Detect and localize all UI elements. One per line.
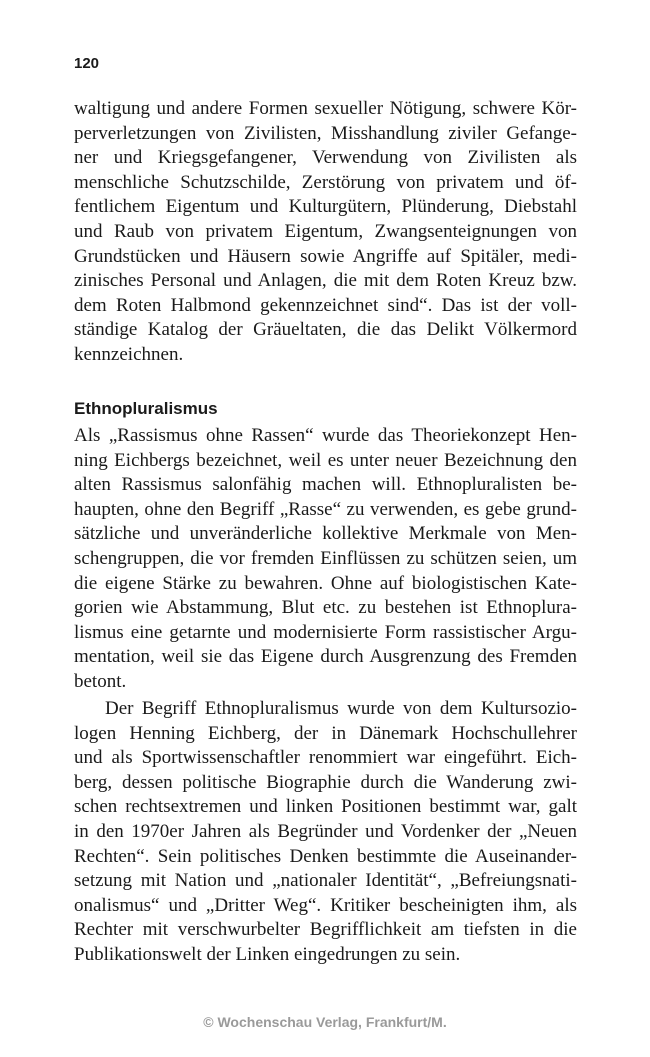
text-line: haupten, ohne den Begriff „Rasse“ zu verwenden, es gebe grund- xyxy=(74,498,577,520)
paragraph-1 xyxy=(74,97,577,368)
text-line: und als Sportwissenschaftler renommiert war eingeführt. Eich- xyxy=(74,747,577,769)
text-line: berg, dessen politische Biographie durch die Wanderung zwi- xyxy=(74,771,577,793)
text-line: Der Begriff Ethnopluralismus wurde von dem Kultursozio- xyxy=(105,698,577,719)
text-line: die eigene Stärke zu bewahren. Ohne auf biologistischen Kate- xyxy=(74,572,577,594)
text-line: gorien wie Abstammung, Blut etc. zu bestehen ist Ethnoplura- xyxy=(74,597,577,619)
text-line: Als „Rassismus ohne Rassen“ wurde das Theoriekonzept Hen- xyxy=(74,425,577,446)
text-line: Rechten“. Sein politisches Denken bestimmte die Auseinander- xyxy=(74,845,577,867)
text-line: Grundstücken und Häusern sowie Angriffe auf Spitäler, medi- xyxy=(74,245,577,267)
paragraph-3 xyxy=(74,697,577,968)
copyright-footer: © Wochenschau Verlag, Frankfurt/M. xyxy=(203,1014,447,1030)
text-line: betont. xyxy=(74,670,127,692)
text-line: fentlichem Eigentum und Kulturgütern, Plünderung, Diebstahl xyxy=(74,196,577,218)
text-line: dem Roten Halbmond gekennzeichnet sind“. Das ist der voll- xyxy=(74,294,577,316)
text-line: ständige Katalog der Gräueltaten, die das Delikt Völkermord xyxy=(74,319,577,341)
text-line: Rechter mit verschwurbelter Begrifflichkeit am tiefsten in die xyxy=(74,919,577,941)
text-line: schen rechtsextremen und linken Positionen bestimmt war, galt xyxy=(74,796,577,818)
text-line: kennzeichnen. xyxy=(74,343,184,365)
text-line: lismus eine getarnte und modernisierte Form rassistischer Argu- xyxy=(74,621,577,643)
text-line: ner und Kriegsgefangener, Verwendung von Zivilisten als xyxy=(74,147,577,169)
page-number: 120 xyxy=(74,55,100,72)
text-line: Publikationswelt der Linken eingedrungen zu sein. xyxy=(74,943,461,965)
text-line: ning Eichbergs bezeichnet, weil es unter neuer Bezeichnung den xyxy=(74,449,577,471)
text-line: perverletzungen von Zivilisten, Misshandlung ziviler Gefange- xyxy=(74,122,577,144)
text-line: zinisches Personal und Anlagen, die mit dem Roten Kreuz bzw. xyxy=(74,270,577,292)
text-line: setzung mit Nation und „nationaler Identität“, „Befreiungsnati- xyxy=(74,870,577,892)
text-line: waltigung und andere Formen sexueller Nötigung, schwere Kör- xyxy=(74,98,577,119)
text-line: menschliche Schutzschilde, Zerstörung von privatem und öf- xyxy=(74,171,577,193)
text-line: in den 1970er Jahren als Begründer und Vordenker der „Neuen xyxy=(74,820,577,842)
text-line: schengruppen, die vor fremden Einflüssen zu schützen seien, um xyxy=(74,547,577,569)
text-line: logen Henning Eichberg, der in Dänemark Hochschullehrer xyxy=(74,722,577,744)
text-line: sätzliche und unveränderliche kollektive Merkmale von Men- xyxy=(74,523,577,545)
text-line: onalismus“ und „Dritter Weg“. Kritiker bescheinigten ihm, als xyxy=(74,894,577,916)
section-heading: Ethnopluralismus xyxy=(74,399,218,418)
paragraph-2 xyxy=(74,424,577,695)
text-line: mentation, weil sie das Eigene durch Ausgrenzung des Fremden xyxy=(74,646,577,668)
text-line: alten Rassismus salonfähig machen will. Ethnopluralisten be- xyxy=(74,474,577,496)
text-line: und Raub von privatem Eigentum, Zwangsenteignungen von xyxy=(74,220,577,242)
